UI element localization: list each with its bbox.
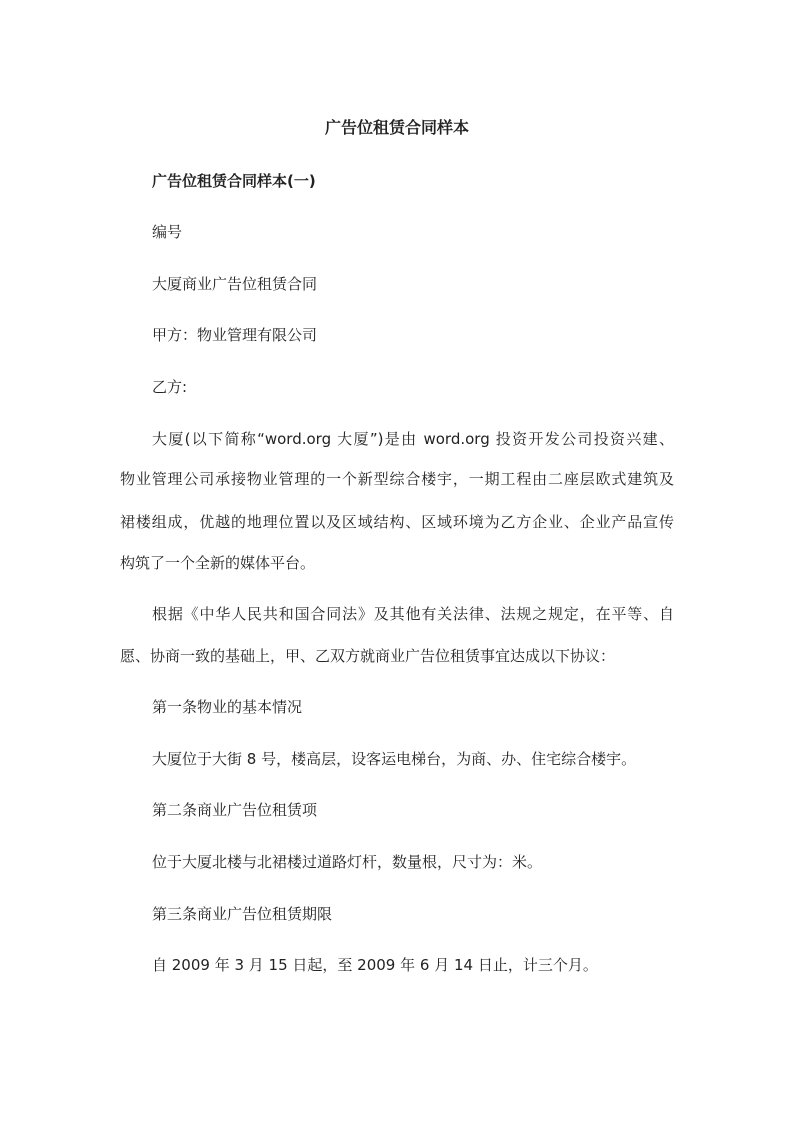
intro-line-4: 构筑了一个全新的媒体平台。	[120, 554, 316, 572]
party-a: 甲方：物业管理有限公司	[152, 326, 318, 344]
party-b: 乙方:	[152, 378, 188, 396]
article-1-text: 大厦位于大街 8 号，楼高层，设客运电梯台，为商、办、住宅综合楼宇。	[152, 750, 637, 768]
basis-line-1: 根据《中华人民共和国合同法》及其他有关法律、法规之规定，在平等、自	[152, 605, 674, 623]
intro-line-3: 裙楼组成，优越的地理位置以及区域结构、区域环境为乙方企业、企业产品宣传	[120, 513, 674, 531]
article-3-heading: 第三条商业广告位租赁期限	[152, 905, 333, 923]
article-1-heading: 第一条物业的基本情况	[152, 698, 303, 716]
article-3-text: 自 2009 年 3 月 15 日起，至 2009 年 6 月 14 日止，计三个月。	[152, 956, 598, 974]
intro-line-1: 大厦(以下简称“word.org 大厦”)是由 word.org 投资开发公司投资兴建、	[152, 430, 674, 448]
article-2-text: 位于大厦北楼与北裙楼过道路灯杆，数量根，尺寸为：米。	[152, 853, 543, 871]
article-2-heading: 第二条商业广告位租赁项	[152, 801, 318, 819]
basis-line-2: 愿、协商一致的基础上，甲、乙双方就商业广告位租赁事宜达成以下协议：	[120, 647, 616, 665]
intro-line-2: 物业管理公司承接物业管理的一个新型综合楼宇，一期工程由二座层欧式建筑及	[120, 470, 674, 488]
section-heading: 广告位租赁合同样本(一)	[152, 172, 316, 190]
number-label: 编号	[152, 223, 183, 241]
contract-name: 大厦商业广告位租赁合同	[152, 275, 318, 293]
document-title: 广告位租赁合同样本	[324, 118, 469, 137]
